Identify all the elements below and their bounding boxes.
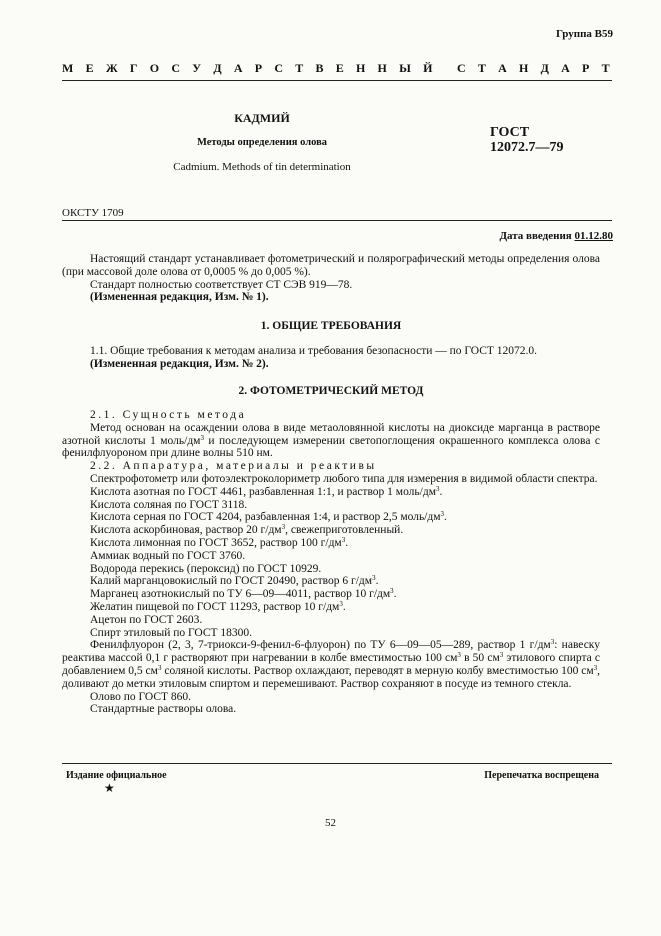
banner-letter: Ы: [399, 61, 411, 75]
intro-date-label: Дата введения: [499, 230, 575, 242]
intro-date: [499, 230, 613, 242]
section-2-body: [62, 409, 600, 716]
banner-letter: С: [274, 61, 283, 75]
banner-letter: М: [62, 61, 74, 75]
okstu-code: ОКСТУ 1709: [62, 207, 124, 219]
banner-letter: О: [149, 61, 160, 75]
page-number: 52: [325, 817, 336, 829]
banner-letter: Р: [582, 61, 590, 75]
clause-2-2-title: 2.2. Аппаратура, материалы и реактивы: [90, 460, 377, 473]
banner-letter: Д: [213, 61, 222, 75]
banner-letter: Й: [423, 61, 433, 75]
banner-letter: А: [498, 61, 507, 75]
clause-2-1-title: 2.1. Сущность метода: [90, 409, 247, 421]
banner-letter: А: [233, 61, 243, 75]
item-ethanol: Спирт этиловый по ГОСТ 18300.: [90, 626, 253, 639]
section-2-heading: 2. ФОТОМЕТРИЧЕСКИЙ МЕТОД: [238, 385, 424, 397]
intro-block: [62, 253, 600, 304]
item-phenylfluorone: Фенилфлуорон (2, 3, 7-триокси-9-фенил-6-флуорон) по ТУ 6—09—05—289, раствор 1 $г/дм^3$: навеску реактива массой 0,1 г растворяют при нагревании в колбе вместимостью 100 $см^3$ в 50 $см^3$ этилового спирта с добавлением 0,5 $см^3$ соляной кислоты. Раствор охлаждают, переводят в мерную колбу вместимостью 100 $см^3$, доливают до метки этиловым спиртом и перемешивают. Раствор сохраняют в посуде из темного стекла.: [62, 638, 600, 690]
intro-compliance: Стандарт полностью соответствует СТ СЭВ 919—78.: [90, 278, 353, 291]
official-edition: Издание официальное: [66, 770, 167, 781]
intro-amendment: (Измененная редакция, Изм. № 1).: [90, 291, 269, 304]
item-gelatin: Желатин пищевой по ГОСТ 11293, раствор 10 $г/дм^3$.: [90, 599, 346, 613]
banner-letter: Е: [335, 61, 344, 75]
item-sulfuric-acid: Кислота серная по ГОСТ 4204, разбавленная 1:4, и раствор 2,5 моль/$дм^3$.: [90, 510, 447, 524]
banner-letter: Н: [519, 61, 529, 75]
banner-letter: В: [315, 61, 324, 75]
standard-title: КАДМИЙ: [234, 111, 290, 125]
intro-date-value: 01.12.80: [574, 230, 613, 242]
item-hydrochloric-acid: Кислота соляная по ГОСТ 3118.: [90, 498, 248, 511]
clause-2-1-text: Метод основан на осаждении олова в виде метаоловянной кислоты на диоксиде марганца в растворе азотной кислоты 1 моль/$дм^3$ и последующем измерении светопоглощения окрашенного комплекса олова с фенилфлуороном при длине волны 510 нм.: [62, 421, 600, 460]
reprint-prohibited: Перепечатка воспрещена: [484, 770, 599, 781]
gost-number: 12072.7—79: [490, 140, 564, 155]
english-title: Cadmium. Methods of tin determination: [173, 161, 351, 173]
item-manganese-nitrate: Марганец азотнокислый по ТУ 6—09—4011, раствор 10 $г/дм^3$.: [90, 587, 397, 601]
section-1-amendment: (Измененная редакция, Изм. № 2).: [90, 357, 269, 370]
item-nitric-acid: Кислота азотная по ГОСТ 4461, разбавленная 1:1, и раствор 1 моль/$дм^3$.: [90, 484, 443, 498]
standard-banner: [62, 61, 610, 76]
group-code: Группа В59: [555, 28, 613, 40]
banner-letter: С: [171, 61, 181, 75]
intro-paragraph: Настоящий стандарт устанавливает фотометрический и полярографический методы определения олова (при массовой доле олова от 0,0005 % до 0,005 %).: [62, 253, 600, 278]
banner-letter: Г: [129, 61, 138, 75]
clause-1-1: 1.1. Общие требования к методам анализа и требования безопасности — по ГОСТ 12072.0.: [90, 345, 538, 357]
header-rule-bottom: [62, 220, 612, 221]
banner-letter: Т: [295, 61, 304, 75]
star-icon: ★: [104, 781, 115, 795]
section-1-heading: 1. ОБЩИЕ ТРЕБОВАНИЯ: [260, 320, 402, 332]
banner-letter: Д: [540, 61, 549, 75]
banner-letter: Е: [85, 61, 94, 75]
banner-letter: Н: [355, 61, 366, 75]
gost-designation: [490, 125, 564, 155]
item-ascorbic-acid: Кислота аскорбиновая, раствор 20 $г/дм^3$, свежеприготовленный.: [90, 523, 404, 537]
banner-letter: Р: [254, 61, 263, 75]
gost-label: ГОСТ: [490, 125, 530, 140]
banner-letter: А: [561, 61, 570, 75]
item-tin-standard: Стандартные растворы олова.: [90, 703, 237, 716]
item-peroxide: Водорода перекись (пероксид) по ГОСТ 10929.: [90, 562, 322, 575]
banner-letter: Н: [377, 61, 387, 75]
item-citric-acid: Кислота лимонная по ГОСТ 3652, раствор 100 $г/дм^3$.: [90, 535, 349, 549]
header-rule-top: [62, 80, 612, 81]
footer-rule: [62, 763, 612, 764]
item-spectrophotometer: Спектрофотометр или фотоэлектроколориметр любого типа для измерения в видимой области спектра.: [90, 472, 598, 485]
standard-subtitle: Методы определения олова: [196, 137, 328, 148]
section-1-body: [62, 345, 600, 371]
banner-letter: Т: [601, 61, 610, 75]
banner-letter: С: [456, 61, 466, 75]
banner-letter: Т: [477, 61, 486, 75]
item-acetone: Ацетон по ГОСТ 2603.: [90, 613, 203, 626]
item-tin: Олово по ГОСТ 860.: [90, 690, 192, 703]
item-ammonia: Аммиак водный по ГОСТ 3760.: [90, 549, 246, 562]
banner-letter: Ж: [105, 61, 118, 75]
item-permanganate: Калий марганцовокислый по ГОСТ 20490, раствор 6 $г/дм^3$.: [90, 574, 379, 588]
banner-letter: У: [192, 61, 202, 75]
